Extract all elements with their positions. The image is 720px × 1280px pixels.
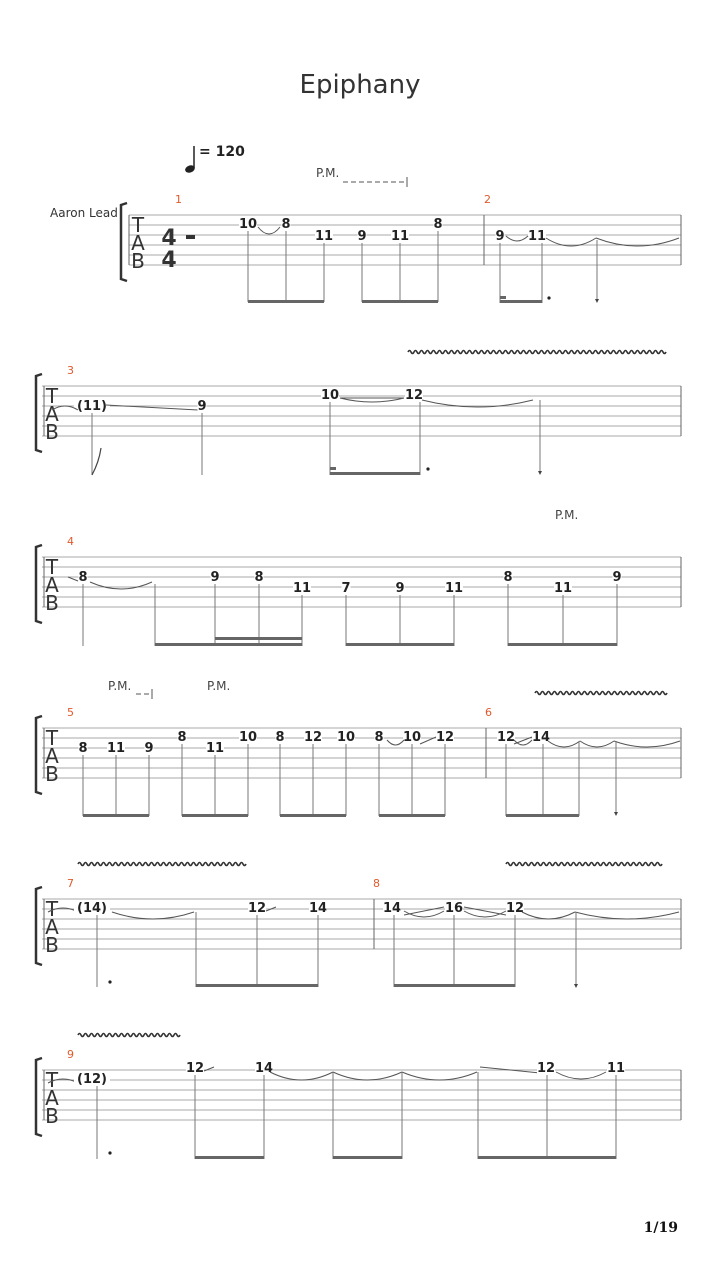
fret-number: 9 xyxy=(495,229,505,244)
tab-letter-t: T xyxy=(45,897,59,921)
rhythm-dot xyxy=(547,296,550,299)
note-beam xyxy=(195,1156,264,1159)
vibrato-mark xyxy=(78,863,246,866)
fret-number: 8 xyxy=(433,217,443,232)
tie-slur xyxy=(548,741,580,747)
palm-mute-label: P.M. xyxy=(108,679,132,693)
vibrato-mark xyxy=(408,351,666,354)
tab-letter-b: B xyxy=(45,591,59,615)
fret-number: 11 xyxy=(314,229,334,244)
system-bracket xyxy=(36,1058,42,1136)
measure-number: 2 xyxy=(484,193,491,206)
tab-letter-t: T xyxy=(45,726,59,750)
stem-end-mark xyxy=(574,984,578,988)
fret-number: 11 xyxy=(106,741,126,756)
half-rest xyxy=(186,235,195,239)
tab-letter-b: B xyxy=(45,1104,59,1128)
fret-number: 14 xyxy=(382,901,402,916)
fret-number: 9 xyxy=(612,570,622,585)
fret-number: 11 xyxy=(390,229,410,244)
fret-number: 10 xyxy=(238,730,258,745)
fret-number: 8 xyxy=(78,741,88,756)
slide-line xyxy=(68,577,78,581)
note-beam xyxy=(215,637,302,640)
note-beam xyxy=(362,300,438,303)
note-beam xyxy=(500,296,506,299)
tab-letter-a: A xyxy=(45,1086,59,1110)
tie-slur xyxy=(402,1072,477,1080)
vibrato-mark xyxy=(535,692,667,695)
note-beam xyxy=(83,814,149,817)
measure-number: 1 xyxy=(175,193,182,206)
tab-letter-t: T xyxy=(131,213,145,237)
fret-number: 8 xyxy=(275,730,285,745)
fret-number: 8 xyxy=(177,730,187,745)
note-beam xyxy=(508,643,617,646)
fret-number: 12 xyxy=(247,901,267,916)
note-beam xyxy=(196,984,318,987)
fret-number: (12) xyxy=(77,1072,107,1087)
fret-number: 16 xyxy=(444,901,464,916)
tab-letter-b: B xyxy=(45,762,59,786)
system-bracket xyxy=(36,545,42,623)
tab-letter-t: T xyxy=(45,384,59,408)
measure-number: 5 xyxy=(67,706,74,719)
stem-end-mark xyxy=(538,471,542,475)
time-signature-top: 4 xyxy=(161,226,177,251)
fret-number: 11 xyxy=(205,741,225,756)
tie-slur xyxy=(333,1072,402,1080)
tie-slur xyxy=(112,912,194,919)
tab-letter-a: A xyxy=(45,402,59,426)
fret-number: 12 xyxy=(185,1061,205,1076)
tab-letter-a: A xyxy=(131,231,145,255)
tie-slur xyxy=(387,740,404,745)
tab-letter-b: B xyxy=(131,249,145,273)
time-signature-bottom: 4 xyxy=(161,248,177,273)
grace-flag xyxy=(92,448,101,475)
fret-number: 14 xyxy=(308,901,328,916)
fret-number: 10 xyxy=(238,217,258,232)
note-beam xyxy=(478,1156,616,1159)
fret-number: 8 xyxy=(281,217,291,232)
fret-number: 9 xyxy=(210,570,220,585)
note-beam xyxy=(330,467,336,470)
score-title: Epiphany xyxy=(299,70,421,100)
fret-number: 11 xyxy=(553,581,573,596)
stem-end-mark xyxy=(614,812,618,816)
fret-number: 10 xyxy=(320,388,340,403)
fret-number: 9 xyxy=(395,581,405,596)
note-beam xyxy=(379,814,445,817)
tie-slur xyxy=(580,741,614,747)
page-number: 1/19 xyxy=(643,1220,678,1236)
tie-slur xyxy=(556,1072,606,1079)
tab-letter-t: T xyxy=(45,555,59,579)
fret-number: 11 xyxy=(527,229,547,244)
fret-number: 7 xyxy=(341,581,351,596)
note-beam xyxy=(155,643,302,646)
note-beam xyxy=(248,300,324,303)
note-beam xyxy=(333,1156,402,1159)
fret-number: 12 xyxy=(496,730,516,745)
tab-letter-t: T xyxy=(45,1068,59,1092)
fret-number: 11 xyxy=(606,1061,626,1076)
tie-slur xyxy=(270,1072,333,1080)
tie-slur xyxy=(340,398,404,402)
fret-number: 9 xyxy=(357,229,367,244)
fret-number: 10 xyxy=(336,730,356,745)
fret-number: 8 xyxy=(374,730,384,745)
fret-number: 8 xyxy=(503,570,513,585)
palm-mute-label: P.M. xyxy=(207,679,231,693)
fret-number: (14) xyxy=(77,901,107,916)
palm-mute-label: P.M. xyxy=(555,508,579,522)
tempo-marking: = 120 xyxy=(199,144,245,160)
fret-number: 11 xyxy=(292,581,312,596)
fret-number: 11 xyxy=(444,581,464,596)
note-beam xyxy=(346,643,454,646)
note-beam xyxy=(330,472,420,475)
tie-slur xyxy=(506,236,528,241)
system-bracket xyxy=(36,887,42,965)
fret-number: (11) xyxy=(77,399,107,414)
tie-slur xyxy=(614,741,680,747)
note-beam xyxy=(394,984,515,987)
system-bracket xyxy=(36,374,42,452)
note-beam xyxy=(182,814,248,817)
note-beam xyxy=(500,300,542,303)
fret-number: 12 xyxy=(435,730,455,745)
fret-number: 10 xyxy=(402,730,422,745)
fret-number: 12 xyxy=(505,901,525,916)
fret-number: 12 xyxy=(404,388,424,403)
measure-number: 9 xyxy=(67,1048,74,1061)
measure-number: 6 xyxy=(485,706,492,719)
fret-number: 8 xyxy=(78,570,88,585)
measure-number: 4 xyxy=(67,535,74,548)
tie-slur xyxy=(522,912,575,919)
tie-slur xyxy=(258,227,280,234)
fret-number: 9 xyxy=(144,741,154,756)
measure-number: 3 xyxy=(67,364,74,377)
fret-number: 12 xyxy=(536,1061,556,1076)
tab-letter-a: A xyxy=(45,915,59,939)
rhythm-dot xyxy=(426,467,429,470)
measure-number: 8 xyxy=(373,877,380,890)
fret-number: 8 xyxy=(254,570,264,585)
note-beam xyxy=(506,814,579,817)
measure-number: 7 xyxy=(67,877,74,890)
tab-letter-b: B xyxy=(45,933,59,957)
rhythm-dot xyxy=(108,1151,111,1154)
fret-number: 12 xyxy=(303,730,323,745)
palm-mute-label: P.M. xyxy=(316,166,340,180)
vibrato-mark xyxy=(506,863,662,866)
tie-slur xyxy=(90,582,152,589)
tab-letter-a: A xyxy=(45,744,59,768)
fret-number: 14 xyxy=(531,730,551,745)
rhythm-dot xyxy=(108,980,111,983)
instrument-name: Aaron Lead xyxy=(50,206,118,220)
tab-letter-a: A xyxy=(45,573,59,597)
system-bracket xyxy=(36,716,42,794)
vibrato-mark xyxy=(78,1034,180,1037)
tie-slur xyxy=(575,912,679,919)
system-bracket xyxy=(121,203,127,281)
note-beam xyxy=(280,814,346,817)
fret-number: 9 xyxy=(197,399,207,414)
fret-number: 14 xyxy=(254,1061,274,1076)
tab-letter-b: B xyxy=(45,420,59,444)
stem-end-mark xyxy=(595,299,599,303)
